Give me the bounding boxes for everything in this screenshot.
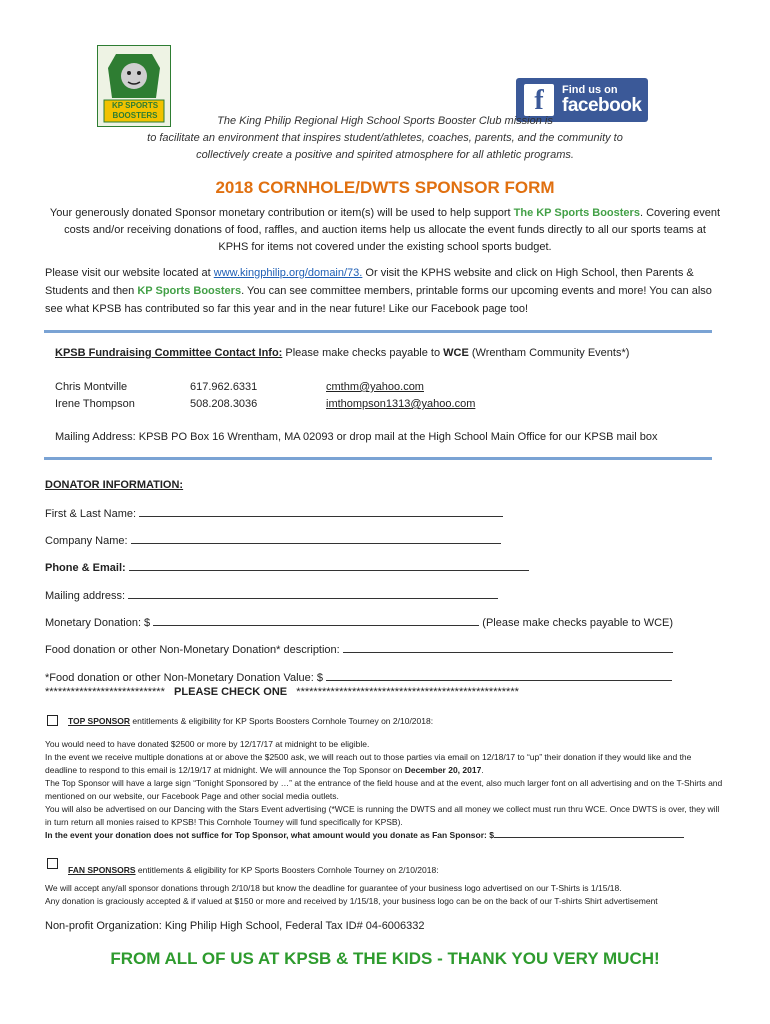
mailing-address: Mailing Address: KPSB PO Box 16 Wrentham, MA 02093 or drop mail at the High School Main Office for our KPSB mail box — [55, 431, 658, 443]
food-value-row — [45, 670, 735, 684]
fan-sponsor-line1: We will accept any/all sponsor donations through 2/10/18 but know the deadline for guarantee of your business logo advertised on our T-Shirts is 1/15/18. — [45, 883, 622, 893]
phone-row — [45, 560, 725, 574]
top-sponsor-title: TOP SPONSOR — [68, 716, 131, 726]
committee-heading-line — [55, 347, 715, 359]
intro-highlight: The KP Sports Boosters — [513, 207, 640, 219]
food-label: Food donation or other Non-Monetary Donation* description: — [45, 644, 343, 656]
food-field[interactable] — [343, 642, 673, 653]
mailing-field[interactable] — [128, 588, 498, 599]
intro-part2: . Covering event costs and/or receiving donations of food, raffles, and auction items help us allocate the event funds directly to all our sports teams at KPHS for items not covered under the existing school sports budget. — [64, 207, 721, 253]
top-sponsor-title-line — [68, 716, 433, 726]
nonprofit-info: Non-profit Organization: King Philip High School, Federal Tax ID# 04-6006332 — [45, 920, 425, 932]
monetary-row — [45, 615, 735, 629]
visit-paragraph — [45, 264, 727, 318]
fan-sponsor-title: FAN SPONSORS — [68, 865, 136, 875]
monetary-note: (Please make checks payable to WCE) — [479, 617, 674, 629]
fan-sponsor-line2: Any donation is graciously accepted & if valued at $150 or more and received by 1/15/18, your business logo can be on the back of our T-shirts Shirt advertisement — [45, 896, 658, 906]
form-title: 2018 CORNHOLE/DWTS SPONSOR FORM — [215, 178, 555, 197]
fan-sponsor-title-line — [68, 865, 439, 875]
checks-prefix: Please make checks payable to — [282, 347, 444, 359]
fan-sponsor-checkbox[interactable] — [47, 858, 58, 869]
top-sponsor-line3: The Top Sponsor will have a large sign “Tonight Sponsored by …” at the entrance of the field house and at the event, also much larger font on all advertising and on the T-Shirts and mentioned on our website, our Facebook Page and other social media outlets. — [45, 778, 723, 801]
company-field[interactable] — [131, 533, 501, 544]
top-sponsor-line2-text: In the event we receive multiple donations at or above the $2500 ask, we will reach out to those parties via email on 12/18/17 to “up” their donation if they would like and the deadline to respond to this email is 12/19/17 at midnight. We will announce the Top Sponsor on — [45, 752, 692, 775]
mission-line3: collectively create a positive and spirited atmosphere for all athletic programs. — [196, 149, 574, 161]
facebook-line1: Find us on — [562, 84, 618, 96]
intro-paragraph — [48, 205, 722, 256]
divider-top — [44, 330, 712, 333]
phone-email-field[interactable] — [129, 560, 529, 571]
facebook-line2: facebook — [562, 95, 642, 116]
contact-email-1[interactable]: cmthm@yahoo.com — [326, 381, 424, 393]
company-label: Company Name: — [45, 535, 131, 547]
mailing-row — [45, 588, 725, 602]
top-sponsor-date: December 20, 2017 — [404, 765, 482, 775]
contact-name-2: Irene Thompson — [55, 398, 135, 410]
top-sponsor-line2-end: . — [481, 765, 484, 775]
contact-name-1: Chris Montville — [55, 381, 128, 393]
contact-phone-1: 617.962.6331 — [190, 381, 258, 393]
mailing-label: Mailing address: — [45, 590, 129, 602]
visit-part3: . You can see committee members, printable forms our upcoming events and more! You can also see what KPSB has contributed so far this year and in the near future! Like our Facebook page too! — [45, 285, 712, 315]
name-field[interactable] — [139, 506, 503, 517]
food-value-field[interactable] — [326, 670, 672, 681]
checks-payee: WCE — [443, 347, 469, 359]
check-one-label: PLEASE CHECK ONE — [174, 686, 288, 698]
mission-line2: to facilitate an environment that inspires student/athletes, coaches, parents, and the community to — [147, 132, 623, 144]
website-link[interactable]: www.kingphilip.org/domain/73. — [213, 267, 363, 279]
facebook-icon: f — [524, 84, 554, 116]
divider-bottom — [44, 457, 712, 460]
stars-left: **************************** — [45, 686, 165, 698]
top-sponsor-checkbox[interactable] — [47, 715, 58, 726]
intro-part1: Your generously donated Sponsor monetary contribution or item(s) will be used to help support — [49, 207, 514, 219]
contact-phone-2: 508.208.3036 — [190, 398, 258, 410]
top-sponsor-line2 — [45, 751, 723, 777]
food-value-label: *Food donation or other Non-Monetary Donation Value: $ — [45, 672, 327, 684]
visit-highlight: KP Sports Boosters — [137, 285, 242, 297]
name-row — [45, 506, 725, 520]
contact-email-2[interactable]: imthompson1313@yahoo.com — [326, 398, 476, 410]
phone-label: Phone & Email: — [45, 562, 126, 574]
top-sponsor-line5 — [45, 829, 723, 842]
fan-sponsor-title-rest: entitlements & eligibility for KP Sports Boosters Cornhole Tourney on 2/10/2018: — [135, 865, 439, 875]
top-sponsor-line4: You will also be advertised on our Dancing with the Stars Event advertising (*WCE is running the DWTS and all money we collect must run thru WCE. Once DWTS is over, they will in turn return all monies raised to KPSB! This Cornhole Tourney will fund specifically for KPSB). — [45, 804, 720, 827]
donator-heading: DONATOR INFORMATION: — [45, 479, 184, 491]
checks-suffix: (Wrentham Community Events*) — [468, 347, 630, 359]
thank-you-banner: FROM ALL OF US AT KPSB & THE KIDS - THANK YOU VERY MUCH! — [110, 949, 660, 968]
mission-line1: The King Philip Regional High School Sports Booster Club mission is — [217, 115, 553, 127]
check-one-row — [45, 686, 735, 698]
fan-sponsor-details — [45, 882, 725, 908]
logo-text: KP SPORTS BOOSTERS — [111, 101, 159, 120]
company-row — [45, 533, 725, 547]
monetary-label: Monetary Donation: $ — [45, 617, 154, 629]
fan-amount-label: In the event your donation does not suffice for Top Sponsor, what amount would you donate as Fan Sponsor: $ — [45, 830, 494, 840]
committee-heading: KPSB Fundraising Committee Contact Info: — [55, 347, 283, 359]
stars-right: **************************************************** — [296, 686, 519, 698]
mission-statement — [100, 113, 670, 164]
top-sponsor-line1: You would need to have donated $2500 or more by 12/17/17 at midnight to be eligible. — [45, 739, 370, 749]
visit-part1: Please visit our website located at — [45, 267, 214, 279]
food-row — [45, 642, 735, 656]
fan-amount-field[interactable] — [494, 829, 684, 838]
top-sponsor-details — [45, 738, 723, 842]
name-label: First & Last Name: — [45, 508, 140, 520]
visit-part2: Or visit the KPHS website and click on High School, then Parents & Students and then — [45, 267, 694, 297]
monetary-field[interactable] — [153, 615, 479, 626]
top-sponsor-title-rest: entitlements & eligibility for KP Sports Boosters Cornhole Tourney on 2/10/2018: — [130, 716, 434, 726]
